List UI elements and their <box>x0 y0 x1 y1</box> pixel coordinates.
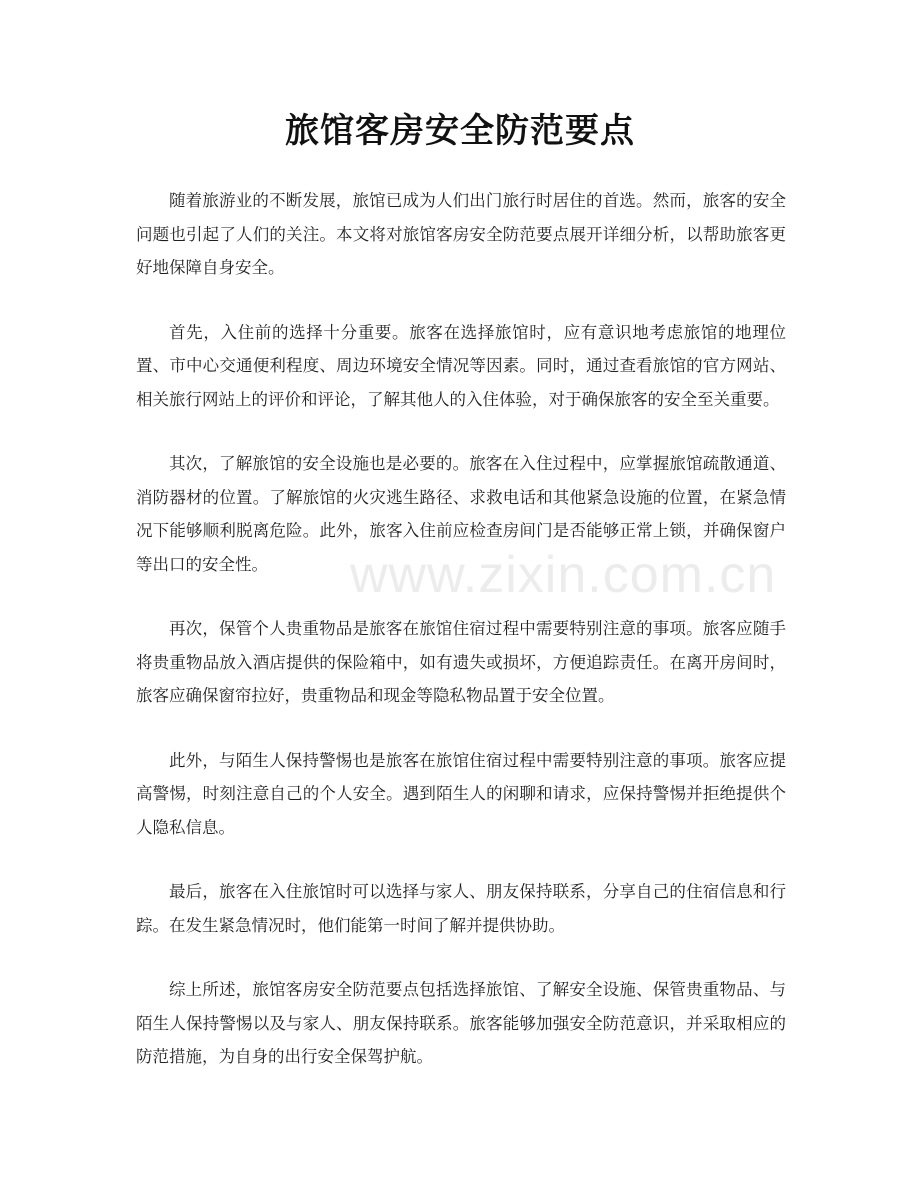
paragraph-intro: 随着旅游业的不断发展，旅馆已成为人们出门旅行时居住的首选。然而，旅客的安全问题也引起了人们的关注。本文将对旅馆客房安全防范要点展开详细分析，以帮助旅客更好地保障自身安全。 <box>136 191 786 277</box>
paragraph-summary: 综上所述，旅馆客房安全防范要点包括选择旅馆、了解安全设施、保管贵重物品、与陌生人保持警惕以及与家人、朋友保持联系。旅客能够加强安全防范意识，并采取相应的防范措施，为自身的出行安全保驾护航。 <box>136 980 786 1066</box>
document-body <box>136 184 786 1105</box>
paragraph-safety-facilities: 其次，了解旅馆的安全设施也是必要的。旅客在入住过程中，应掌握旅馆疏散通道、消防器材的位置。了解旅馆的火灾逃生路径、求救电话和其他紧急设施的位置，在紧急情况下能够顺利脱离危险。此外，旅客入住前应检查房间门是否能够正常上锁，并确保窗户等出口的安全性。 <box>136 454 786 574</box>
paragraph-keep-contact: 最后，旅客在入住旅馆时可以选择与家人、朋友保持联系，分享自己的住宿信息和行踪。在发生紧急情况时，他们能第一时间了解并提供协助。 <box>136 882 786 935</box>
paragraph-valuables: 再次，保管个人贵重物品是旅客在旅馆住宿过程中需要特别注意的事项。旅客应随手将贵重物品放入酒店提供的保险箱中，如有遗失或损坏，方便追踪责任。在离开房间时，旅客应确保窗帘拉好，贵重物品和现金等隐私物品置于安全位置。 <box>136 619 786 705</box>
paragraph-strangers: 此外，与陌生人保持警惕也是旅客在旅馆住宿过程中需要特别注意的事项。旅客应提高警惕，时刻注意自己的个人安全。遇到陌生人的闲聊和请求，应保持警惕并拒绝提供个人隐私信息。 <box>136 750 786 837</box>
document-title: 旅馆客房安全防范要点 <box>285 111 635 151</box>
paragraph-choose-hotel: 首先，入住前的选择十分重要。旅客在选择旅馆时，应有意识地考虑旅馆的地理位置、市中心交通便利程度、周边环境安全情况等因素。同时，通过查看旅馆的官方网站、相关旅行网站上的评价和评论，了解其他人的入住体验，对于确保旅客的安全至关重要。 <box>136 322 786 409</box>
watermark: www.zixin.com.cn <box>350 546 777 604</box>
